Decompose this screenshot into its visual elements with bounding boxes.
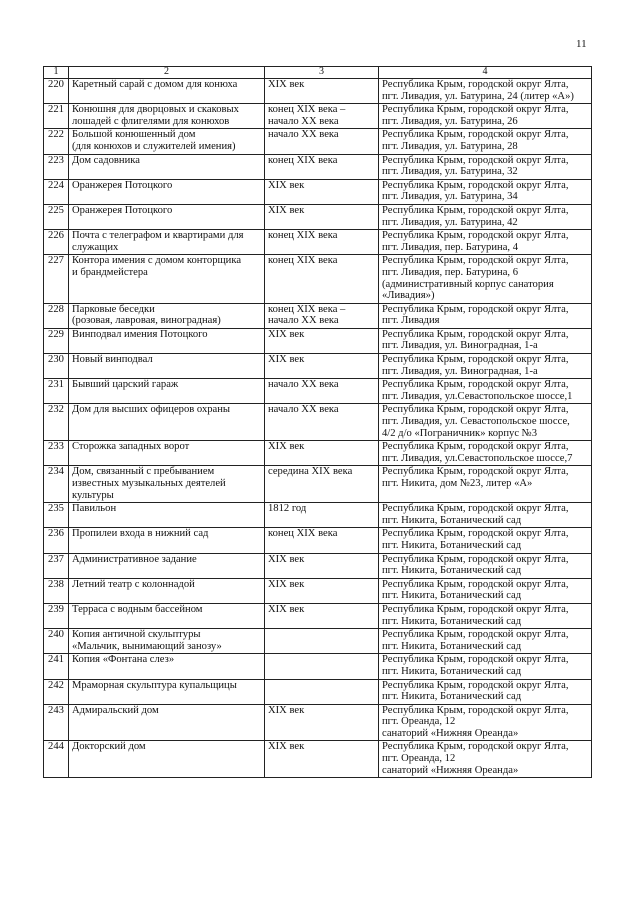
object-period: XIX век <box>265 553 379 578</box>
object-name: Павильон <box>69 503 265 528</box>
row-number: 231 <box>44 379 69 404</box>
row-number: 242 <box>44 679 69 704</box>
table-row <box>44 379 592 404</box>
table-body <box>44 79 592 778</box>
object-address: Республика Крым, городской округ Ялта, пгт. Ливадия, ул.Севастопольское шоссе,7 <box>379 441 592 466</box>
row-number: 228 <box>44 303 69 328</box>
object-name: Докторский дом <box>69 741 265 778</box>
object-period: XIX век <box>265 704 379 741</box>
object-period: начало XX века <box>265 379 379 404</box>
object-address: Республика Крым, городской округ Ялта, пгт. Ливадия, ул. Батурина, 28 <box>379 129 592 154</box>
object-name: Бывший царский гараж <box>69 379 265 404</box>
object-period: конец XIX века <box>265 528 379 553</box>
object-name: Контора имения с домом конторщика и брандмейстера <box>69 255 265 303</box>
column-header-4: 4 <box>379 67 592 79</box>
row-number: 237 <box>44 553 69 578</box>
object-name: Копия «Фонтана слез» <box>69 654 265 679</box>
object-address: Республика Крым, городской округ Ялта, пгт. Ливадия, ул.Севастопольское шоссе,1 <box>379 379 592 404</box>
object-period: XIX век <box>265 179 379 204</box>
object-period: XIX век <box>265 79 379 104</box>
column-header-2: 2 <box>69 67 265 79</box>
object-name: Оранжерея Потоцкого <box>69 179 265 204</box>
object-period <box>265 654 379 679</box>
object-name: Терраса с водным бассейном <box>69 603 265 628</box>
object-name: Почта с телеграфом и квартирами для служащих <box>69 230 265 255</box>
object-period: XIX век <box>265 204 379 229</box>
table-row <box>44 603 592 628</box>
object-address: Республика Крым, городской округ Ялта, пгт. Ливадия, ул. Батурина, 32 <box>379 154 592 179</box>
table-row <box>44 741 592 778</box>
table-row <box>44 553 592 578</box>
column-header-1: 1 <box>44 67 69 79</box>
row-number: 232 <box>44 404 69 441</box>
object-address: Республика Крым, городской округ Ялта, пгт. Никита, Ботанический сад <box>379 679 592 704</box>
row-number: 238 <box>44 578 69 603</box>
object-address: Республика Крым, городской округ Ялта, пгт. Никита, дом №23, литер «А» <box>379 466 592 503</box>
table-row <box>44 154 592 179</box>
object-period: конец XIX века – начало XX века <box>265 104 379 129</box>
object-name: Каретный сарай с домом для конюха <box>69 79 265 104</box>
object-address: Республика Крым, городской округ Ялта, пгт. Никита, Ботанический сад <box>379 503 592 528</box>
object-name: Конюшня для дворцовых и скаковых лошадей с флигелями для конюхов <box>69 104 265 129</box>
row-number: 241 <box>44 654 69 679</box>
object-period: XIX век <box>265 441 379 466</box>
object-address: Республика Крым, городской округ Ялта, пгт. Ливадия, ул. Виноградная, 1-а <box>379 328 592 353</box>
row-number: 236 <box>44 528 69 553</box>
table-row <box>44 679 592 704</box>
object-address: Республика Крым, городской округ Ялта, пгт. Ливадия, ул. Батурина, 42 <box>379 204 592 229</box>
object-name: Копия античной скульптуры «Мальчик, вынимающий занозу» <box>69 629 265 654</box>
object-name: Дом садовника <box>69 154 265 179</box>
object-name: Пропилеи входа в нижний сад <box>69 528 265 553</box>
monuments-table <box>43 66 592 778</box>
row-number: 223 <box>44 154 69 179</box>
object-name: Дом для высших офицеров охраны <box>69 404 265 441</box>
row-number: 220 <box>44 79 69 104</box>
table-row <box>44 441 592 466</box>
object-address: Республика Крым, городской округ Ялта, пгт. Никита, Ботанический сад <box>379 654 592 679</box>
row-number: 235 <box>44 503 69 528</box>
object-address: Республика Крым, городской округ Ялта, пгт. Никита, Ботанический сад <box>379 528 592 553</box>
object-address: Республика Крым, городской округ Ялта, пгт. Никита, Ботанический сад <box>379 553 592 578</box>
row-number: 222 <box>44 129 69 154</box>
object-address: Республика Крым, городской округ Ялта, пгт. Ливадия, пер. Батурина, 4 <box>379 230 592 255</box>
object-period: конец XIX века – начало XX века <box>265 303 379 328</box>
table-row <box>44 230 592 255</box>
object-period: XIX век <box>265 603 379 628</box>
table-row <box>44 578 592 603</box>
object-address: Республика Крым, городской округ Ялта, пгт. Никита, Ботанический сад <box>379 603 592 628</box>
object-address: Республика Крым, городской округ Ялта, пгт. Ливадия, ул. Батурина, 24 (литер «А») <box>379 79 592 104</box>
object-name: Винподвал имения Потоцкого <box>69 328 265 353</box>
page-number: 11 <box>576 38 587 50</box>
object-name: Мраморная скульптура купальщицы <box>69 679 265 704</box>
table-row <box>44 129 592 154</box>
object-period: конец XIX века <box>265 230 379 255</box>
object-name: Парковые беседки (розовая, лавровая, виноградная) <box>69 303 265 328</box>
object-name: Оранжерея Потоцкого <box>69 204 265 229</box>
object-period <box>265 679 379 704</box>
object-address: Республика Крым, городской округ Ялта, пгт. Ореанда, 12 санаторий «Нижняя Ореанда» <box>379 741 592 778</box>
row-number: 227 <box>44 255 69 303</box>
table-row <box>44 354 592 379</box>
object-name: Летний театр с колоннадой <box>69 578 265 603</box>
object-period: XIX век <box>265 354 379 379</box>
table-row <box>44 503 592 528</box>
object-name: Адмиральский дом <box>69 704 265 741</box>
row-number: 234 <box>44 466 69 503</box>
object-address: Республика Крым, городской округ Ялта, пгт. Ливадия, ул. Батурина, 34 <box>379 179 592 204</box>
row-number: 230 <box>44 354 69 379</box>
object-address: Республика Крым, городской округ Ялта, пгт. Ливадия, ул. Севастопольское шоссе, 4/2 д/о «Пограничник» корпус №3 <box>379 404 592 441</box>
table-row <box>44 328 592 353</box>
row-number: 243 <box>44 704 69 741</box>
object-name: Новый винподвал <box>69 354 265 379</box>
table-row <box>44 79 592 104</box>
table-row <box>44 104 592 129</box>
object-address: Республика Крым, городской округ Ялта, пгт. Никита, Ботанический сад <box>379 629 592 654</box>
table-row <box>44 404 592 441</box>
table-row <box>44 528 592 553</box>
table-row <box>44 629 592 654</box>
object-period: конец XIX века <box>265 154 379 179</box>
row-number: 224 <box>44 179 69 204</box>
table-row <box>44 704 592 741</box>
column-header-3: 3 <box>265 67 379 79</box>
object-name: Большой конюшенный дом (для конюхов и служителей имения) <box>69 129 265 154</box>
table-row <box>44 466 592 503</box>
object-period: середина XIX века <box>265 466 379 503</box>
table-row <box>44 303 592 328</box>
table-row <box>44 654 592 679</box>
object-period: 1812 год <box>265 503 379 528</box>
object-address: Республика Крым, городской округ Ялта, пгт. Ливадия, ул. Виноградная, 1-а <box>379 354 592 379</box>
row-number: 221 <box>44 104 69 129</box>
table-row <box>44 204 592 229</box>
object-name: Сторожка западных ворот <box>69 441 265 466</box>
object-period: конец XIX века <box>265 255 379 303</box>
object-period: начало XX века <box>265 129 379 154</box>
object-period: XIX век <box>265 741 379 778</box>
object-name: Дом, связанный с пребыванием известных музыкальных деятелей культуры <box>69 466 265 503</box>
object-address: Республика Крым, городской округ Ялта, пгт. Ливадия, ул. Батурина, 26 <box>379 104 592 129</box>
row-number: 244 <box>44 741 69 778</box>
row-number: 225 <box>44 204 69 229</box>
table-header-row <box>44 67 592 79</box>
object-address: Республика Крым, городской округ Ялта, пгт. Никита, Ботанический сад <box>379 578 592 603</box>
object-name: Административное задание <box>69 553 265 578</box>
object-period: XIX век <box>265 328 379 353</box>
table-row <box>44 255 592 303</box>
row-number: 233 <box>44 441 69 466</box>
row-number: 229 <box>44 328 69 353</box>
object-address: Республика Крым, городской округ Ялта, пгт. Ореанда, 12 санаторий «Нижняя Ореанда» <box>379 704 592 741</box>
object-period: начало XX века <box>265 404 379 441</box>
row-number: 240 <box>44 629 69 654</box>
row-number: 239 <box>44 603 69 628</box>
row-number: 226 <box>44 230 69 255</box>
object-address: Республика Крым, городской округ Ялта, пгт. Ливадия <box>379 303 592 328</box>
object-address: Республика Крым, городской округ Ялта, пгт. Ливадия, пер. Батурина, 6 (административный корпус санатория «Ливадия») <box>379 255 592 303</box>
object-period <box>265 629 379 654</box>
table-row <box>44 179 592 204</box>
object-period: XIX век <box>265 578 379 603</box>
